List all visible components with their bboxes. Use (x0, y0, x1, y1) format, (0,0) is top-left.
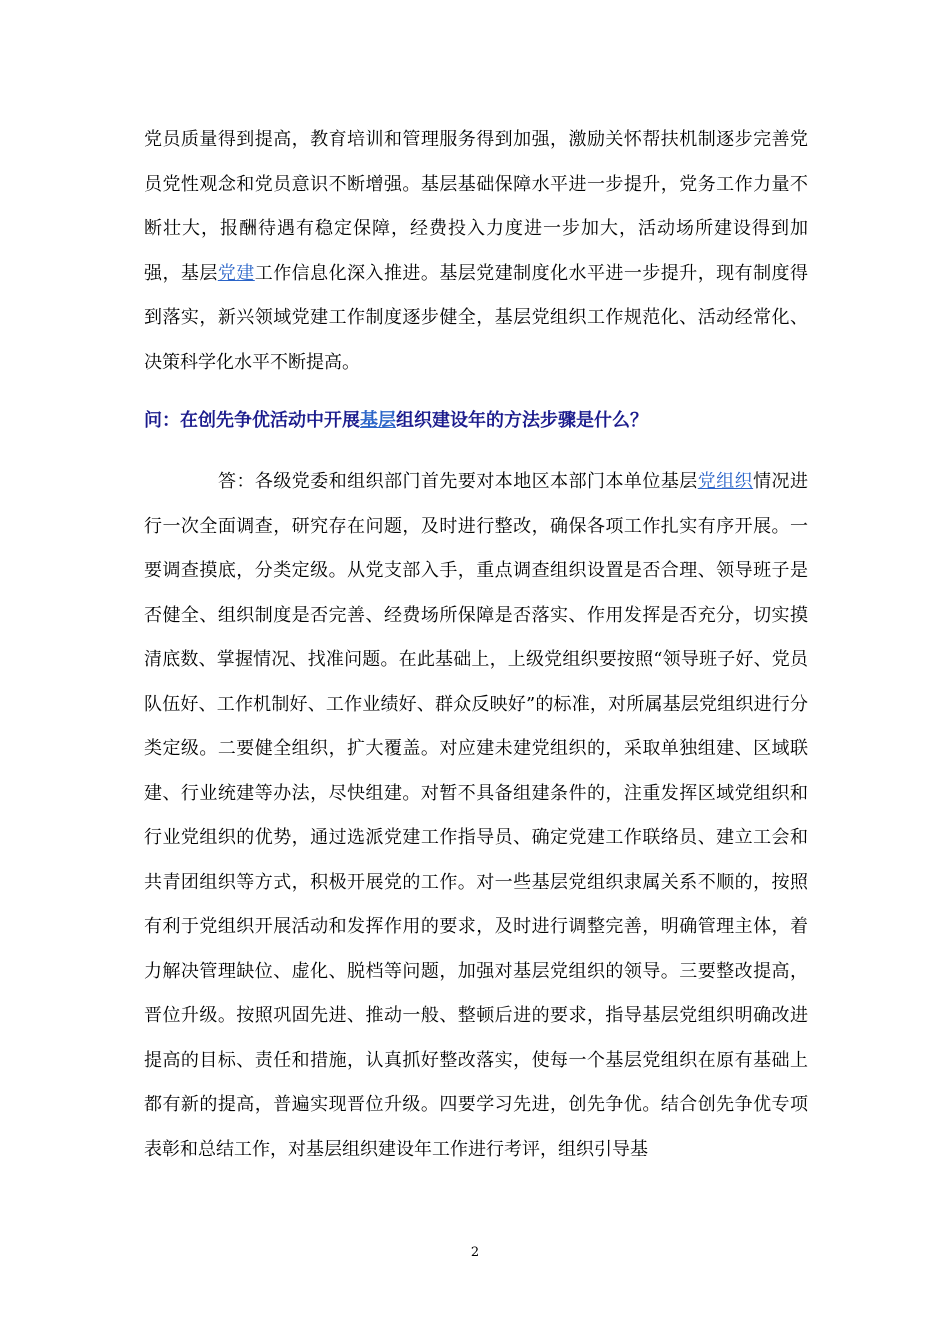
question-heading (144, 399, 808, 444)
link-jiceng[interactable]: 基层 (360, 410, 396, 431)
question-text-start: 问：在创先争优活动中开展 (144, 410, 360, 431)
answer-paragraph (144, 460, 808, 1172)
link-dangzuzhi[interactable]: 党组织 (697, 471, 754, 492)
answer-text-end: 情况进行一次全面调查，研究存在问题，及时进行整改，确保各项工作扎实有序开展。一要调查摸底，分类定级。从党支部入手，重点调查组织设置是否合理、领导班子是否健全、组织制度是否完善、经费场所保障是否落实、作用发挥是否充分，切实摸清底数、掌握情况、找准问题。在此基础上，上级党组织要按照“领导班子好、党员队伍好、工作机制好、工作业绩好、群众反映好”的标准，对所属基层党组织进行分类定级。二要健全组织，扩大覆盖。对应建未建党组织的，采取单独组建、区域联建、行业统建等办法，尽快组建。对暂不具备组建条件的，注重发挥区域党组织和行业党组织的优势，通过选派党建工作指导员、确定党建工作联络员、建立工会和共青团组织等方式，积极开展党的工作。对一些基层党组织隶属关系不顺的，按照有利于党组织开展活动和发挥作用的要求，及时进行调整完善，明确管理主体，着力解决管理缺位、虚化、脱档等问题，加强对基层党组织的领导。三要整改提高，晋位升级。按照巩固先进、推动一般、整顿后进的要求，指导基层党组织明确改进提高的目标、责任和措施，认真抓好整改落实，使每一个基层党组织在原有基础上都有新的提高，普遍实现晋位升级。四要学习先进，创先争优。结合创先争优专项表彰和总结工作，对基层组织建设年工作进行考评，组织引导基 (144, 471, 809, 1160)
link-dangjian[interactable]: 党建 (217, 262, 255, 284)
question-text-end: 组织建设年的方法步骤是什么？ (396, 410, 648, 431)
page-number: 2 (470, 1245, 480, 1260)
answer-text-start: 答：各级党委和组织部门首先要对本地区本部门本单位基层 (218, 471, 698, 492)
paragraph-1-text-end: 工作信息化深入推进。基层党建制度化水平进一步提升，现有制度得到落实，新兴领域党建工作制度逐步健全，基层党组织工作规范化、活动经常化、决策科学化水平不断提高。 (144, 262, 809, 373)
body-paragraph-1 (144, 118, 808, 385)
paragraph-1-text-start: 党员质量得到提高，教育培训和管理服务得到加强，激励关怀帮扶机制逐步完善党员党性观念和党员意识不断增强。基层基础保障水平进一步提升，党务工作力量不断壮大，报酬待遇有稳定保障，经费投入力度进一步加大，活动场所建设得到加强，基层 (144, 129, 808, 284)
